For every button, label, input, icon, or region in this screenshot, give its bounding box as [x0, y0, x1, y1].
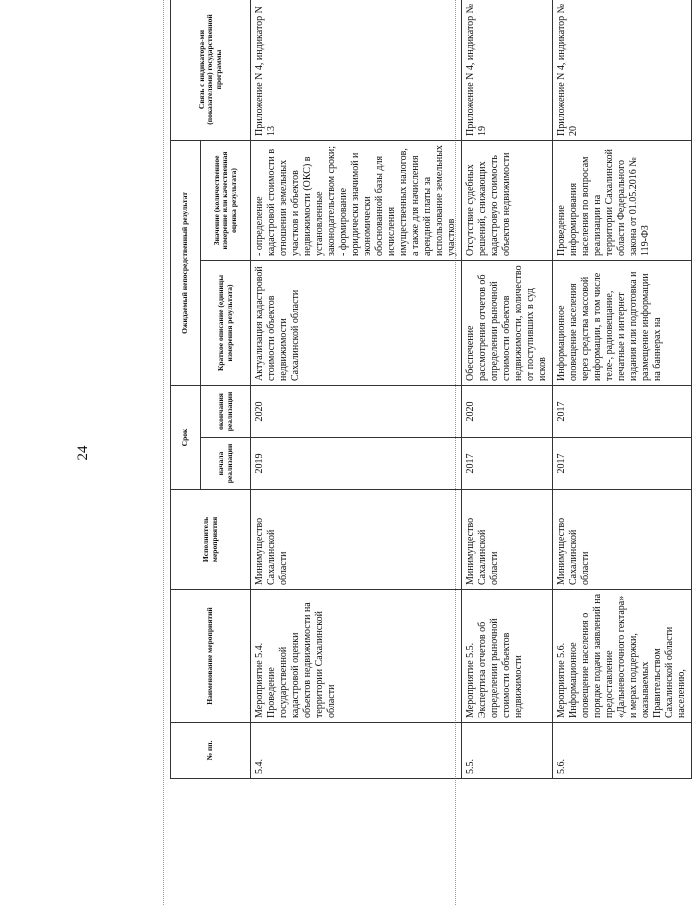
row-end: 2017 — [553, 385, 692, 437]
header-executor: Исполнитель мероприятия — [171, 490, 251, 590]
row-name: Мероприятие 5.4. Проведение государственной кадастровой оценки объектов недвижимости на территории Сахалинской области — [251, 590, 462, 723]
table-row — [553, 0, 692, 779]
row-end: 2020 — [462, 385, 553, 437]
header-term-end: окончания реализации — [201, 385, 251, 437]
row-desc: Обеспечение рассмотрения отчетов об определении рыночной стоимости объектов недвижимости, количество от поступивших в суд исков — [462, 260, 553, 385]
header-num: № пп. — [171, 723, 251, 779]
header-term-start: начала реализации — [201, 438, 251, 490]
row-num: 5.4. — [251, 723, 462, 779]
row-executor: Минимущество Сахалинской области — [553, 490, 692, 590]
row-link: Приложение N 4, индикатор N 13 — [251, 0, 462, 140]
header-result-desc: Краткое описание (единицы измерения результата) — [201, 260, 251, 385]
row-desc: Информационное оповещение населения через средства массовой информации, в том числе теле-, радиовещание, печатные и интернет издания или подготовка и размещение информации на баннерах на — [553, 260, 692, 385]
header-name: Наименование мероприятий — [171, 590, 251, 723]
table-row — [462, 0, 553, 779]
row-end: 2020 — [251, 385, 462, 437]
row-value: Проведение информирования населения по вопросам реализации на территории Сахалинской области Федерального закона от 01.05.2016 № 119-ФЗ — [553, 140, 692, 260]
row-start: 2017 — [553, 438, 692, 490]
row-value: Отсутствие судебных решений, снижающих кадастровую стоимость объектов недвижимости — [462, 140, 553, 260]
row-start: 2017 — [462, 438, 553, 490]
row-num: 5.6. — [553, 723, 692, 779]
table-row — [251, 0, 462, 779]
rotated-table-sheet — [170, 0, 687, 779]
header-link: Связь с индикатора-ми (показателями) государственной программы — [171, 0, 251, 140]
header-term: Срок — [171, 385, 201, 489]
row-executor: Минимущество Сахалинской области — [462, 490, 553, 590]
row-value: - определение кадастровой стоимости в отношении земельных участков и объектов недвижимости (ОКС) в установленные законодательством сроки; - формирование юридически значимой и экономически обоснованной базы для исчисления имущественных налогов, а также для начисления арендной платы за использование земельных участков — [251, 140, 462, 260]
row-desc: Актуализация кадастровой стоимости объектов недвижимости Сахалинской области — [251, 260, 462, 385]
header-result-value: Значение (количественное измерение или качественная оценка результата) — [201, 140, 251, 260]
row-name: Мероприятие 5.6. Информационное оповещение населения о порядке подачи заявлений на предоставление «Дальневосточного гектара» и мерах поддержки, оказываемых Правительством Сахалинской области населению, — [553, 590, 692, 723]
scan-artifact-line — [163, 0, 164, 905]
row-link: Приложение N 4, индикатор № 19 — [462, 0, 553, 140]
row-executor: Минимущество Сахалинской области — [251, 490, 462, 590]
row-start: 2019 — [251, 438, 462, 490]
page-number: 24 — [75, 445, 91, 461]
row-link: Приложение N 4, индикатор № 20 — [553, 0, 692, 140]
header-result: Ожидаемый непосредственный результат — [171, 140, 201, 385]
activities-table — [170, 0, 692, 779]
row-name: Мероприятие 5.5. Экспертиза отчетов об определении рыночной стоимости объектов недвижимости — [462, 590, 553, 723]
row-num: 5.5. — [462, 723, 553, 779]
